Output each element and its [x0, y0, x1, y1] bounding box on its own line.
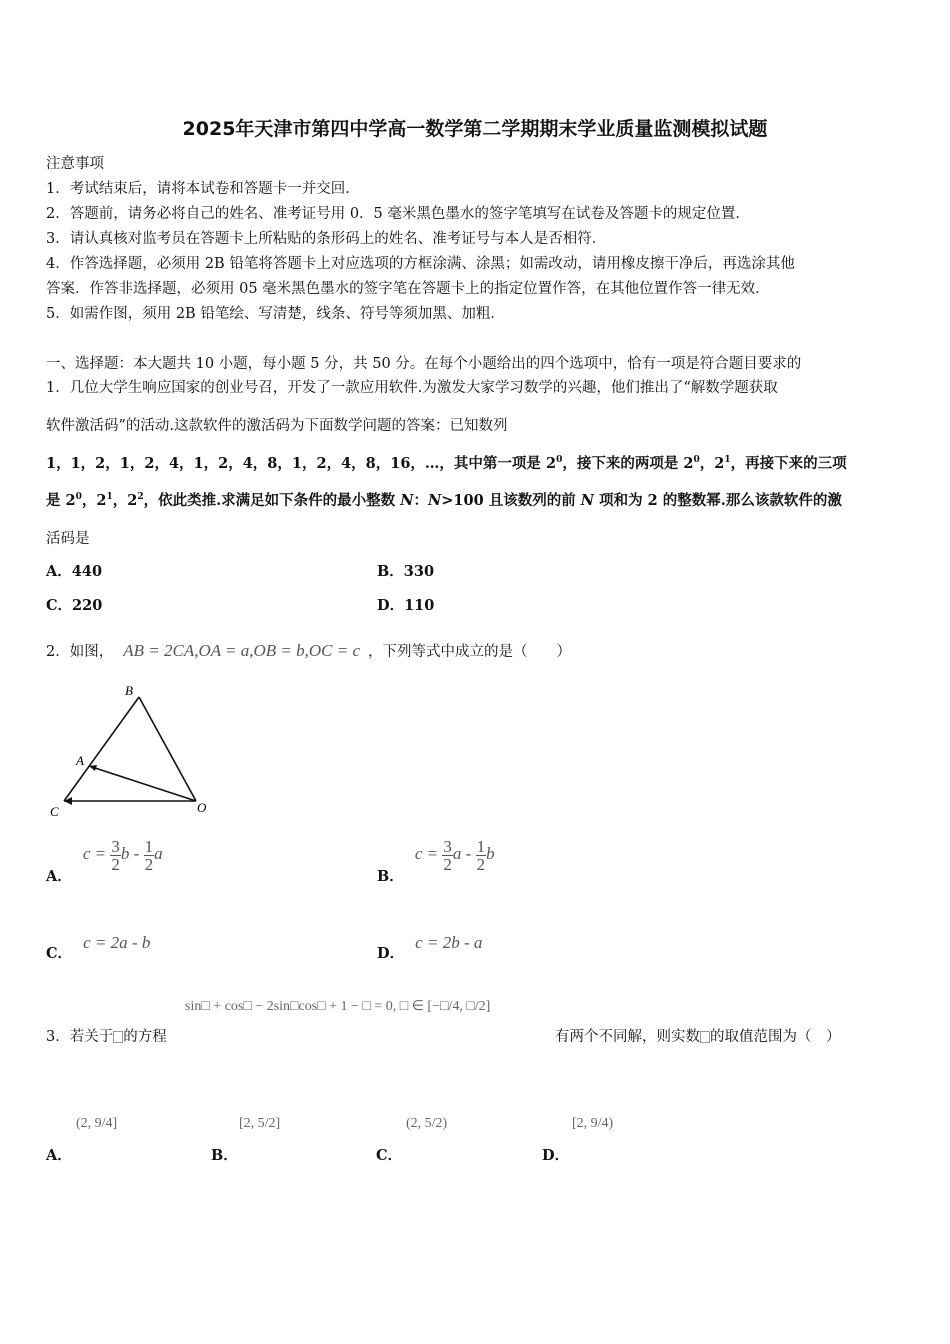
q3-equation: sin□ + cos□ − 2sin□cos□ + 1 − □ = 0, □ ∈ [−□/4, □/2]	[185, 999, 491, 1014]
section-heading: 一、选择题：本大题共 10 小题，每小题 5 分，共 50 分。在每个小题给出的四个选项中，恰有一项是符合题目要求的	[46, 356, 802, 372]
q1-sequence-line: 1，1，2，1，2，4，1，2，4，8，1，2，4，8，16，…，其中第一项是 $2^0$，接下来的两项是 $2^0$，$2^1$，再接下来的三项	[46, 455, 847, 472]
q1-line: 软件激活码”的活动.这款软件的激活码为下面数学问题的答案：已知数列	[46, 418, 508, 434]
q1-option-d[interactable]: D．110	[377, 597, 435, 614]
notice-heading: 注意事项	[46, 156, 104, 172]
q1-option-b[interactable]: B．330	[377, 563, 435, 580]
q1-condition-line: 是 $2^0$，$2^1$，$2^2$，依此类推.求满足如下条件的最小整数 N：N>100 且该数列的前 N 项和为 2 的整数幂.那么该款软件的激	[46, 492, 842, 509]
notice-item: 2．答题前，请务必将自己的姓名、准考证号用 0．5 毫米黑色墨水的签字笔填写在试卷及答题卡的规定位置．	[46, 206, 750, 222]
q2-option-a[interactable]: A． c = $\frac{3}{2}$ b - $\frac{1}{2}$ a	[46, 837, 163, 886]
triangle-figure	[44, 680, 219, 820]
notice-item: 答案．作答非选择题，必须用 05 毫米黑色墨水的签字笔在答题卡上的指定位置作答，在其他位置作答一律无效．	[46, 281, 770, 297]
label-A: A	[76, 753, 84, 768]
placeholder-glyph	[700, 1031, 710, 1043]
q2-prompt: 2．如图， AB = 2CA,OA = a,OB = b,OC = c ，下列等式中成立的是（ ）	[46, 641, 572, 660]
vec-c: c	[82, 844, 91, 864]
placeholder-glyph	[113, 1031, 123, 1043]
label-C: C	[50, 804, 59, 819]
notice-item: 3．请认真核对监考员在答题卡上所粘贴的条形码上的姓名、准考证号与本人是否相符．	[46, 231, 607, 247]
label-O: O	[197, 800, 207, 815]
page-title: 2025年天津市第四中学高一数学第二学期期末学业质量监测模拟试题	[182, 118, 768, 140]
q1-line: 1．几位大学生响应国家的创业号召，开发了一款应用软件.为激发大家学习数学的兴趣，他们推出了“解数学题获取	[46, 380, 778, 396]
notice-item: 4．作答选择题，必须用 2B 铅笔将答题卡上对应选项的方框涂满、涂黑；如需改动，请用橡皮擦干净后，再选涂其他	[46, 256, 795, 272]
notice-item: 1．考试结束后，请将本试卷和答题卡一并交回．	[46, 181, 360, 197]
q2-option-b[interactable]: B． c = $\frac{3}{2}$ a - $\frac{1}{2}$ b	[377, 837, 495, 886]
notice-item: 5．如需作图，须用 2B 铅笔绘、写清楚，线条、符号等须加黑、加粗．	[46, 306, 505, 322]
q3-prompt-right: 有两个不同解，则实数 的取值范围为（ ）	[555, 1029, 841, 1045]
q2-option-c[interactable]: C． c = 2a - b	[46, 933, 151, 962]
q2-given-math: AB = 2CA,OA = a,OB = b,OC = c	[123, 641, 361, 660]
q1-option-c[interactable]: C．220	[46, 597, 103, 614]
q2-option-d[interactable]: D． c = 2b - a	[377, 933, 483, 962]
label-B: B	[125, 683, 133, 698]
q1-option-a[interactable]: A．440	[46, 563, 103, 580]
q3-prompt-left: 3．若关于 的方程	[46, 1029, 167, 1045]
q1-line: 活码是	[46, 531, 90, 547]
